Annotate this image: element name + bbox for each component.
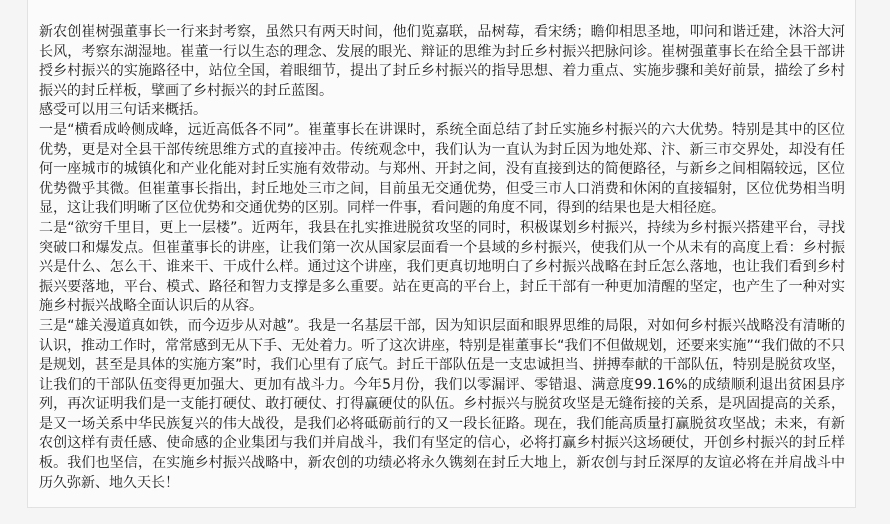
article-paragraph: 新农创崔树强董事长一行来封考察，虽然只有两天时间，他们览嘉联，品树莓，看宋绣；瞻仰相思圣地，叩问和谐迁建，沐浴大河长风，考察东湖湿地。崔董一行以生态的理念、发展的眼光、辩证的思维为封丘乡村振兴把脉问诊。崔树强董事长在给全县干部讲授乡村振兴的实施路径中，站位全国，着眼细节，提出了封丘乡村振兴的指导思想、着力重点、实施步骤和美好前景，描绘了乡村振兴的封丘样板，擘画了乡村振兴的封丘蓝图。	[39, 24, 845, 99]
article-paragraph: 三是“雄关漫道真如铁，而今迈步从对越”。我是一名基层干部，因为知识层面和眼界思维的局限，对如何乡村振兴战略没有清晰的认识，推动工作时，常常感到无从下手、无处着力。听了这次讲座，特别是崔董事长“我们不但做规划，还要来实施”“我们做的不只是规划，甚至是具体的实施方案”时，我们心里有了底气。封丘干部队伍是一支忠诚担当、拼搏奉献的干部队伍，特别是脱贫攻坚，让我们的干部队伍变得更加强大、更加有战斗力。今年5月份，我们以零漏评、零错退、满意度99.16%的成绩顺利退出贫困县序列，再次证明我们是一支能打硬仗、敢打硬仗、打得赢硬仗的队伍。乡村振兴与脱贫攻坚是无缝衔接的关系，是巩固提高的关系，是又一场关系中华民族复兴的伟大战役，是我们必将砥砺前行的又一段长征路。现在，我们能高质量打赢脱贫攻坚战；未来，有新农创这样有责任感、使命感的企业集团与我们并肩战斗，我们有坚定的信心，必将打赢乡村振兴这场硬仗，开创乡村振兴的封丘样板。我们也坚信，在实施乡村振兴战略中，新农创的功绩必将永久镌刻在封丘大地上，新农创与封丘深厚的友谊必将在并肩战斗中历久弥新、地久天长！	[39, 317, 845, 491]
article-body	[39, 23, 845, 493]
article-paragraph: 二是“欲穷千里目，更上一层楼”。近两年，我县在扎实推进脱贫攻坚的同时，积极谋划乡村振兴，持续为乡村振兴搭建平台，寻找突破口和爆发点。但崔董事长的讲座，让我们第一次从国家层面看一个县域的乡村振兴，使我们从一个从未有的高度上看：乡村振兴是什么、怎么干、谁来干、干成什么样。通过这个讲座，我们更真切地明白了乡村振兴战略在封丘怎么落地，也让我们看到乡村振兴要落地，平台、模式、路径和智力支撑是多么重要。站在更高的平台上，封丘干部有一种更加清醒的坚定，也产生了一种对实施乡村振兴战略全面认识后的从容。	[39, 219, 845, 315]
article-paragraph: 感受可以用三句话来概括。	[39, 102, 207, 119]
article-content-pane	[27, 0, 856, 508]
article-paragraph: 一是“横看成岭侧成峰，远近高低各不同”。崔董事长在讲课时，系统全面总结了封丘实施乡村振兴的六大优势。特别是其中的区位优势，更是对全县干部传统思维方式的直接冲击。传统观念中，我们认为一直认为封丘因为地处郑、汴、新三市交界处，却没有任何一座城市的城镇化和产业化能对封丘实施有效带动。与郑州、开封之间，没有直接到达的简便路径，与新乡之间相隔较远，区位优势微乎其微。但崔董事长指出，封丘地处三市之间，目前虽无交通优势，但受三市人口消费和休闲的直接辐射，区位优势相当明显，这让我们明晰了区位优势和交通优势的区别。同样一件事，看问题的角度不同，得到的结果也是大相径庭。	[39, 121, 845, 217]
